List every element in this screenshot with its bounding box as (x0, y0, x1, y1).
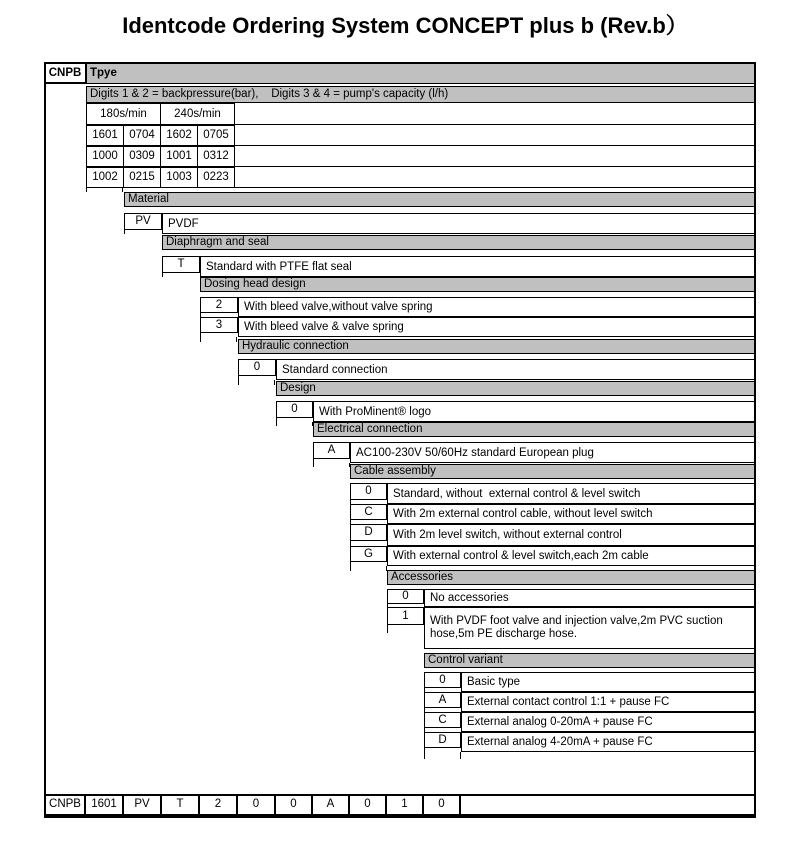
option-desc-cell: No accessories (424, 589, 756, 607)
option-code-cell: 3 (200, 317, 238, 333)
option-code-cell: D (350, 524, 387, 541)
pump-code-cell: 0223 (197, 167, 235, 188)
cable-header-bar: Cable assembly (350, 464, 756, 479)
option-code-cell: A (424, 692, 461, 708)
option-code-cell: PV (124, 213, 162, 230)
pump-code-cell: 1000 (86, 146, 124, 167)
type-header-bar: Tpye (86, 62, 756, 84)
option-desc-cell: External analog 0-20mA + pause FC (461, 712, 756, 732)
option-desc-cell: With ProMinent® logo (313, 401, 756, 422)
control-variant-header-bar: Control variant (424, 653, 756, 668)
option-desc-cell: PVDF (162, 213, 756, 234)
dosing-head-header-bar: Dosing head design (200, 277, 756, 292)
identcode-cell: PV (124, 796, 162, 814)
option-code-cell: 0 (238, 359, 276, 376)
option-desc-cell: Standard connection (276, 359, 756, 380)
pump-code-cell: 0309 (123, 146, 161, 167)
identcode-cell: 2 (200, 796, 238, 814)
speed-header-cell-180: 180s/min (86, 103, 161, 125)
identcode-cell: 0 (276, 796, 313, 814)
identcode-cell: T (162, 796, 200, 814)
identcode-cell: 0 (424, 796, 461, 814)
hydraulic-header-bar: Hydraulic connection (238, 339, 756, 354)
pump-code-cell: 1002 (86, 167, 124, 188)
pump-code-cell: 0215 (123, 167, 161, 188)
material-header-bar: Material (124, 192, 756, 207)
option-code-cell: 0 (424, 672, 461, 688)
option-desc-cell: With 2m level switch, without external control (387, 524, 756, 546)
design-header-bar: Design (276, 381, 756, 396)
pump-code-cell: 0704 (123, 125, 161, 146)
pump-code-cell: 0312 (197, 146, 235, 167)
pump-code-cell: 1003 (160, 167, 198, 188)
option-code-cell: C (350, 504, 387, 520)
series-code-cell: CNPB (44, 62, 87, 84)
option-code-cell: D (424, 732, 461, 748)
option-code-cell: C (424, 712, 461, 728)
option-desc-cell: External contact control 1:1 + pause FC (461, 692, 756, 712)
identcode-cell: A (313, 796, 350, 814)
pump-code-cell: 0705 (197, 125, 235, 146)
option-code-cell: 2 (200, 297, 238, 313)
option-desc-cell: With 2m external control cable, without level switch (387, 504, 756, 524)
option-desc-cell: With bleed valve & valve spring (238, 317, 756, 337)
page-title: Identcode Ordering System CONCEPT plus b (Rev.b） (122, 13, 688, 38)
option-desc-cell: Basic type (461, 672, 756, 692)
option-desc-cell: With PVDF foot valve and injection valve,2m PVC suction hose,5m PE discharge hose. (424, 607, 756, 649)
electrical-header-bar: Electrical connection (313, 422, 756, 437)
identcode-table (44, 62, 756, 818)
identcode-cell: CNPB (46, 796, 86, 814)
option-desc-cell: External analog 4-20mA + pause FC (461, 732, 756, 752)
option-code-cell: 0 (350, 483, 387, 500)
option-desc-cell: With external control & level switch,each 2m cable (387, 546, 756, 566)
pump-code-cell: 1001 (160, 146, 198, 167)
option-code-cell: 1 (387, 607, 424, 625)
speed-header-cell-240: 240s/min (160, 103, 235, 125)
option-code-cell: G (350, 546, 387, 562)
accessories-header-bar: Accessories (387, 570, 756, 585)
option-code-cell: 0 (276, 401, 313, 418)
option-code-cell: A (313, 442, 350, 459)
option-desc-cell: Standard with PTFE flat seal (200, 256, 756, 277)
identcode-cell: 1601 (86, 796, 124, 814)
option-code-cell: T (162, 256, 200, 273)
option-desc-cell: With bleed valve,without valve spring (238, 297, 756, 317)
identcode-cell: 0 (350, 796, 387, 814)
option-code-cell: 0 (387, 589, 424, 604)
pump-code-cell: 1602 (160, 125, 198, 146)
type-note-bar: Digits 1 & 2 = backpressure(bar), Digits 3 & 4 = pump's capacity (l/h) (86, 86, 756, 103)
identcode-cell: 1 (387, 796, 424, 814)
option-desc-cell: Standard, without external control & level switch (387, 483, 756, 504)
table-frame (44, 62, 756, 818)
pump-code-cell: 1601 (86, 125, 124, 146)
option-desc-cell: AC100-230V 50/60Hz standard European plug (350, 442, 756, 463)
identcode-cell: 0 (238, 796, 276, 814)
diaphragm-header-bar: Diaphragm and seal (162, 235, 756, 250)
